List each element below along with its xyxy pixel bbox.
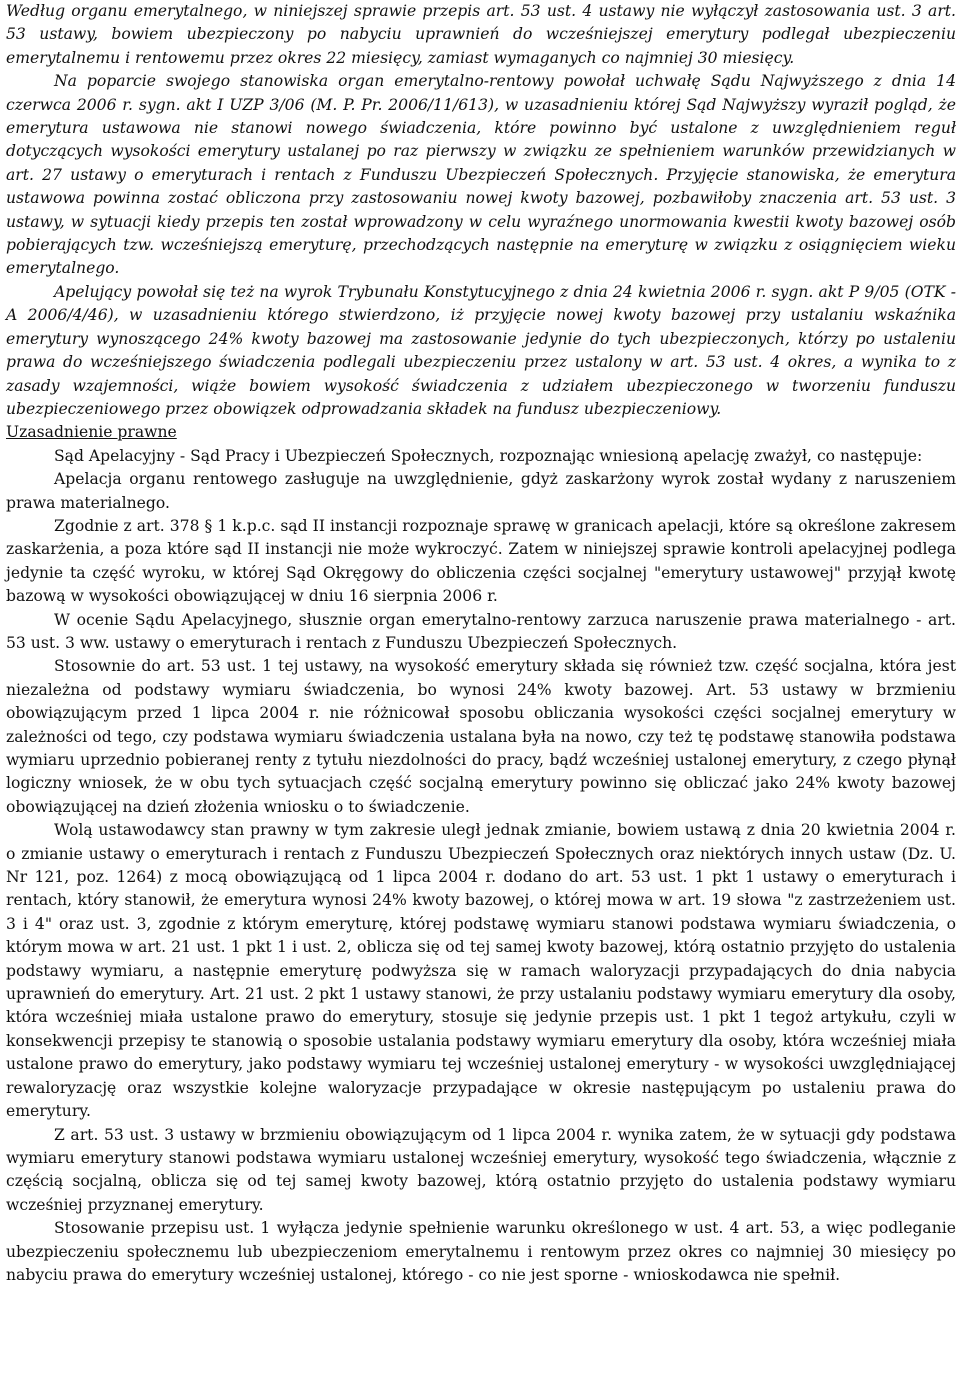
paragraph-supreme-court-resolution: Na poparcie swojego stanowiska organ emerytalno-rentowy powołał uchwałę Sądu Najwyższego z dnia 14 czerwca 2006 r. sygn. akt I UZP 3/06 (M. P. Pr. 2006/11/613), w uzasadnieniu której Sąd Najwyższy wyraził pogląd, że emerytura ustawowa nie stanowi nowego świadczenia, które powinno być ustalone z uwzględnieniem reguł dotyczących wysokości emerytury ustalanej po raz pierwszy w związku ze spełnieniem warunków przewidzianych w art. 27 ustawy o emeryturach i rentach z Funduszu Ubezpieczeń Społecznych. Przyjęcie stanowiska, że emerytura ustawowa powinna zostać obliczona przy zastosowaniu nowej kwoty bazowej, pozbawiłoby znaczenia art. 53 ust. 3 ustawy, w sytuacji kiedy przepis ten został wprowadzony w celu wyraźnego unormowania kwestii kwoty bazowej osób pobierających tzw. wcześniejszą emeryturę, przechodzących następnie na emeryturę w związku z osiągnięciem wieku emerytalnego. — [6, 72, 956, 278]
paragraph-art-378: Zgodnie z art. 378 § 1 k.p.c. sąd II instancji rozpoznaje sprawę w granicach apelacji, które są określone zakresem zaskarżenia, a poza które sąd II instancji nie może wykroczyć. Zatem w niniejszej sprawie kontroli apelacyjnej podlega jedynie ta część wyroku, w której Sąd Okręgowy do obliczenia części socjalnej "emerytury ustawowej" przyjął kwotę bazową w wysokości obowiązującej w dniu 16 sierpnia 2006 r. — [6, 516, 956, 606]
paragraph-art-53-ust-4: Stosowanie przepisu ust. 1 wyłącza jedynie spełnienie warunku określonego w ust. 4 art. 53, a więc podleganie ubezpieczeniu społecznemu lub ubezpieczeniom emerytalnemu i rentowym przez okres co najmniej 30 miesięcy po nabyciu prawa do emerytury wcześniej ustalonej, którego - co nie jest sporne - wnioskodawca nie spełnił. — [6, 1219, 956, 1284]
paragraph-appeal-merit: Apelacja organu rentowego zasługuje na uwzględnienie, gdyż zaskarżony wyrok został wydany z naruszeniem prawa materialnego. — [6, 470, 956, 512]
document-body — [6, 0, 956, 1287]
section-heading-legal-grounds: Uzasadnienie prawne — [6, 423, 177, 442]
paragraph-constitutional-tribunal: Apelujący powołał się też na wyrok Trybunału Konstytucyjnego z dnia 24 kwietnia 2006 r. sygn. akt P 9/05 (OTK - A 2006/4/46), w uzasadnieniu którego stwierdzono, iż przyjęcie nowej kwoty bazowej przy ustalaniu wskaźnika emerytury wynoszącego 24% kwoty bazowej ma zastosowanie jedynie do tych ubezpieczonych, którzy po ustaleniu prawa do wcześniejszego świadczenia podlegali ubezpieczeniu przez ustalony w art. 53 ust. 4 okres, a wynika to z zasady wzajemności, wiąże bowiem wysokość świadczenia z udziałem ubezpieczonego w tworzeniu funduszu ubezpieczeniowego przez obowiązek odprowadzania składek na fundusz ubezpieczeniowy. — [6, 282, 956, 418]
paragraph-court-intro: Sąd Apelacyjny - Sąd Pracy i Ubezpieczeń Społecznych, rozpoznając wniesioną apelację zważył, co następuje: — [54, 446, 923, 465]
paragraph-art-53-ust-1: Stosownie do art. 53 ust. 1 tej ustawy, na wysokość emerytury składa się również tzw. część socjalna, która jest niezależna od podstawy wymiaru świadczenia, bo wynosi 24% kwoty bazowej. Art. 53 ustawy w brzmieniu obowiązującym przed 1 lipca 2004 r. nie różnicował sposobu obliczania wysokości części socjalnej emerytury w zależności od tego, czy podstawa wymiaru świadczenia ustalana była na nowo, czy też tę podstawę stanowiła podstawa wymiaru uprzednio pobieranej renty z tytułu niezdolności do pracy, bądź wcześniej ustalonej emerytury, z czego płynął logiczny wniosek, że w obu tych sytuacjach część socjalną emerytury powinno się obliczać jako 24% kwoty bazowej obowiązującej na dzień złożenia wniosku o to świadczenie. — [6, 657, 956, 816]
paragraph-organ-position: Według organu emerytalnego, w niniejszej sprawie przepis art. 53 ust. 4 ustawy nie wyłączył zastosowania ust. 3 art. 53 ustawy, bowiem ubezpieczony po nabyciu uprawnień do wcześniejszej emerytury podlegał ubezpieczeniu emerytalnemu i rentowemu przez okres 22 miesięcy, zamiast wymaganych co najmniej 30 miesięcy. — [6, 2, 956, 67]
paragraph-legislative-change: Wolą ustawodawcy stan prawny w tym zakresie uległ jednak zmianie, bowiem ustawą z dnia 20 kwietnia 2004 r. o zmianie ustawy o emeryturach i rentach z Funduszu Ubezpieczeń Społecznych oraz niektórych innych ustaw (Dz. U. Nr 121, poz. 1264) z mocą obowiązującą od 1 lipca 2004 r. dodano do art. 53 ust. 1 pkt 1 ustawy o emeryturach i rentach, który stanowił, że emerytura wynosi 24% kwoty bazowej, o której mowa w art. 19 słowa "z zastrzeżeniem ust. 3 i 4" oraz ust. 3, zgodnie z którym emeryturę, której podstawę wymiaru stanowi podstawa wymiaru świadczenia, o którym mowa w art. 21 ust. 1 pkt 1 i ust. 2, oblicza się od tej samej kwoty bazowej, którą ostatnio przyjęto do ustalenia podstawy wymiaru, a następnie emeryturę podwyższa się w ramach waloryzacji przypadających do dnia nabycia uprawnień do emerytury. Art. 21 ust. 2 pkt 1 ustawy stanowi, że przy ustalaniu podstawy wymiaru emerytury dla osoby, która wcześniej miała ustalone prawo do emerytury, stosuje się jedynie przepis ust. 1 pkt 1 tegoż artykułu, czyli w konsekwencji przepisy te stanowią o sposobie ustalania podstawy wymiaru emerytury dla osoby, która wcześniej miała ustalone prawo do emerytury, jako podstawy wymiaru tej wcześniej ustalonej emerytury - w wysokości uwzględniającej rewaloryzację oraz wszystkie kolejne waloryzacje przypadające w okresie następującym po ustaleniu prawa do emerytury. — [6, 821, 956, 1121]
paragraph-art-53-ust-3: Z art. 53 ust. 3 ustawy w brzmieniu obowiązującym od 1 lipca 2004 r. wynika zatem, że w sytuacji gdy podstawa wymiaru emerytury stanowi podstawa wymiaru ustalonej wcześniej emerytury, wysokość tego świadczenia, włącznie z częścią socjalną, oblicza się od tej samej kwoty bazowej, którą ostatnio przyjęto do ustalenia podstawy wymiaru wcześniej przyznanej emerytury. — [6, 1125, 956, 1214]
paragraph-court-assessment: W ocenie Sądu Apelacyjnego, słusznie organ emerytalno-rentowy zarzuca naruszenie prawa materialnego - art. 53 ust. 3 ww. ustawy o emeryturach i rentach z Funduszu Ubezpieczeń Społecznych. — [6, 610, 956, 652]
